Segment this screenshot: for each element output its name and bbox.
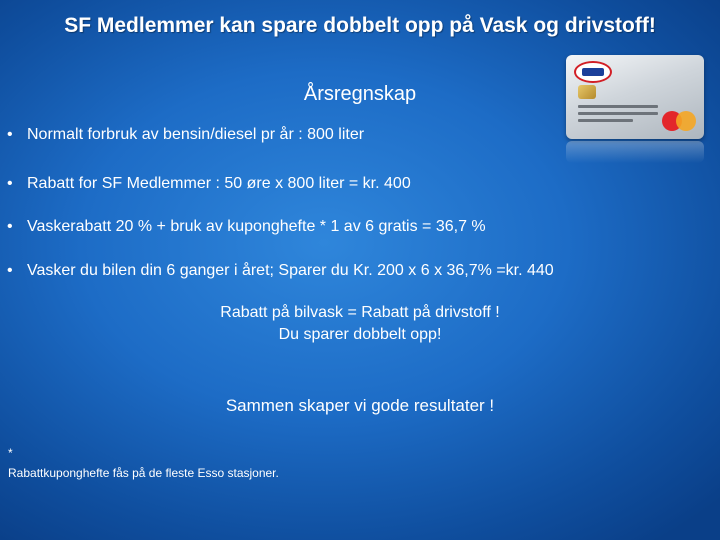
bullet-glyph: • (7, 218, 13, 235)
bullet-item (7, 218, 486, 236)
mastercard-logo-icon (662, 111, 696, 131)
bullet-glyph: • (7, 175, 13, 192)
slogan: Sammen skaper vi gode resultater ! (225, 396, 495, 415)
card-number-graphic (578, 105, 658, 123)
bullet-item (7, 126, 364, 144)
summary-line-2: Du sparer dobbelt opp! (278, 326, 442, 343)
bullet-item (7, 262, 554, 280)
card-reflection (566, 141, 704, 163)
bullet-item (7, 175, 411, 193)
esso-logo-icon (574, 61, 612, 83)
bullet-text: Normalt forbruk av bensin/diesel pr år : 800 liter (27, 126, 365, 143)
footnote-mark: * (8, 446, 13, 460)
bullet-text: Vaskerabatt 20 % + bruk av kuponghefte * 1 av 6 gratis = 36,7 % (27, 218, 486, 235)
bullet-text: Vasker du bilen din 6 ganger i året; Sparer du Kr. 200 x 6 x 36,7% =kr. 440 (27, 262, 554, 279)
summary-line-1: Rabatt på bilvask = Rabatt på drivstoff ! (220, 304, 500, 321)
slide-title: SF Medlemmer kan spare dobbelt opp på Vask og drivstoff! (64, 14, 656, 37)
footnote-text: Rabattkuponghefte fås på de fleste Esso stasjoner. (8, 466, 279, 480)
slide-subtitle: Årsregnskap (303, 83, 417, 105)
bullet-text: Rabatt for SF Medlemmer : 50 øre x 800 liter = kr. 400 (27, 175, 411, 192)
bullet-glyph: • (7, 262, 13, 279)
bullet-glyph: • (7, 126, 13, 143)
